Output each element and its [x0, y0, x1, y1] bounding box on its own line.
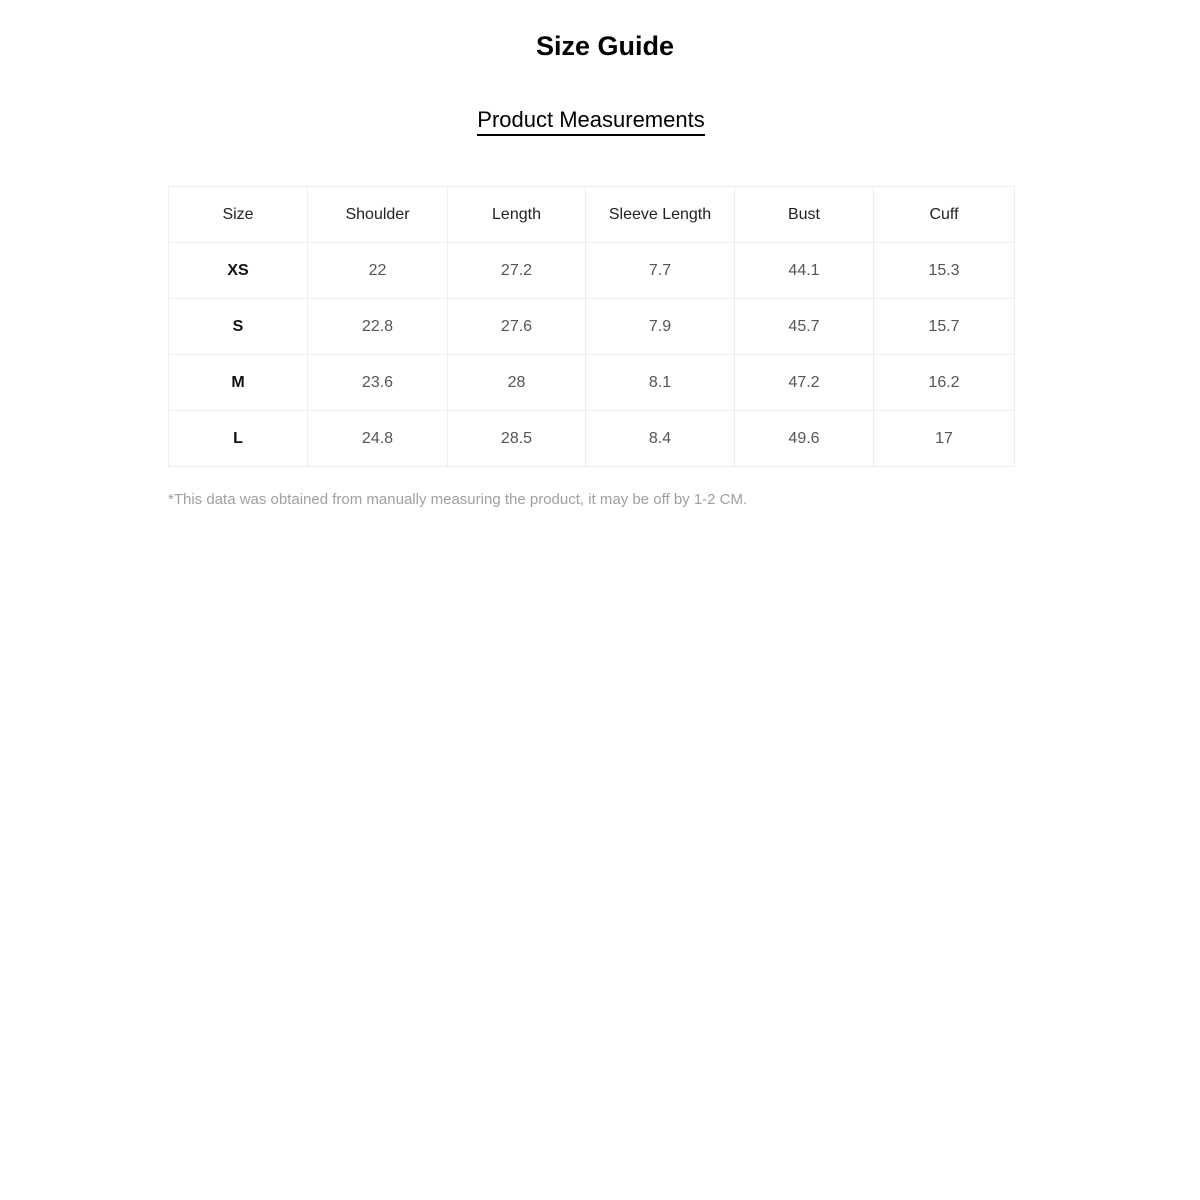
cuff-cell: 15.3 — [874, 243, 1015, 299]
cuff-cell: 15.7 — [874, 299, 1015, 355]
length-cell: 28.5 — [448, 411, 586, 467]
bust-cell: 45.7 — [735, 299, 874, 355]
bust-cell: 47.2 — [735, 355, 874, 411]
length-cell: 27.6 — [448, 299, 586, 355]
size-cell: S — [169, 299, 308, 355]
table-row — [169, 243, 1015, 299]
sleeve-length-cell: 7.9 — [586, 299, 735, 355]
measurement-note: *This data was obtained from manually measuring the product, it may be off by 1-2 CM. — [168, 491, 748, 508]
table-row — [169, 355, 1015, 411]
header-size: Size — [169, 187, 308, 243]
header-bust: Bust — [735, 187, 874, 243]
shoulder-cell: 24.8 — [308, 411, 448, 467]
table-row — [169, 299, 1015, 355]
shoulder-cell: 23.6 — [308, 355, 448, 411]
size-cell: L — [169, 411, 308, 467]
sleeve-length-cell: 8.1 — [586, 355, 735, 411]
header-cuff: Cuff — [874, 187, 1015, 243]
table-header-row — [169, 187, 1015, 243]
size-table — [168, 186, 1015, 467]
header-sleeve-length: Sleeve Length — [586, 187, 735, 243]
shoulder-cell: 22 — [308, 243, 448, 299]
size-cell: XS — [169, 243, 308, 299]
size-cell: M — [169, 355, 308, 411]
length-cell: 27.2 — [448, 243, 586, 299]
sleeve-length-cell: 8.4 — [586, 411, 735, 467]
bust-cell: 44.1 — [735, 243, 874, 299]
section-title — [0, 105, 1182, 136]
sleeve-length-cell: 7.7 — [586, 243, 735, 299]
cuff-cell: 17 — [874, 411, 1015, 467]
shoulder-cell: 22.8 — [308, 299, 448, 355]
length-cell: 28 — [448, 355, 586, 411]
header-shoulder: Shoulder — [308, 187, 448, 243]
table-row — [169, 411, 1015, 467]
cuff-cell: 16.2 — [874, 355, 1015, 411]
header-length: Length — [448, 187, 586, 243]
page-title: Size Guide — [535, 31, 675, 61]
bust-cell: 49.6 — [735, 411, 874, 467]
section-title-text: Product Measurements — [477, 106, 704, 136]
